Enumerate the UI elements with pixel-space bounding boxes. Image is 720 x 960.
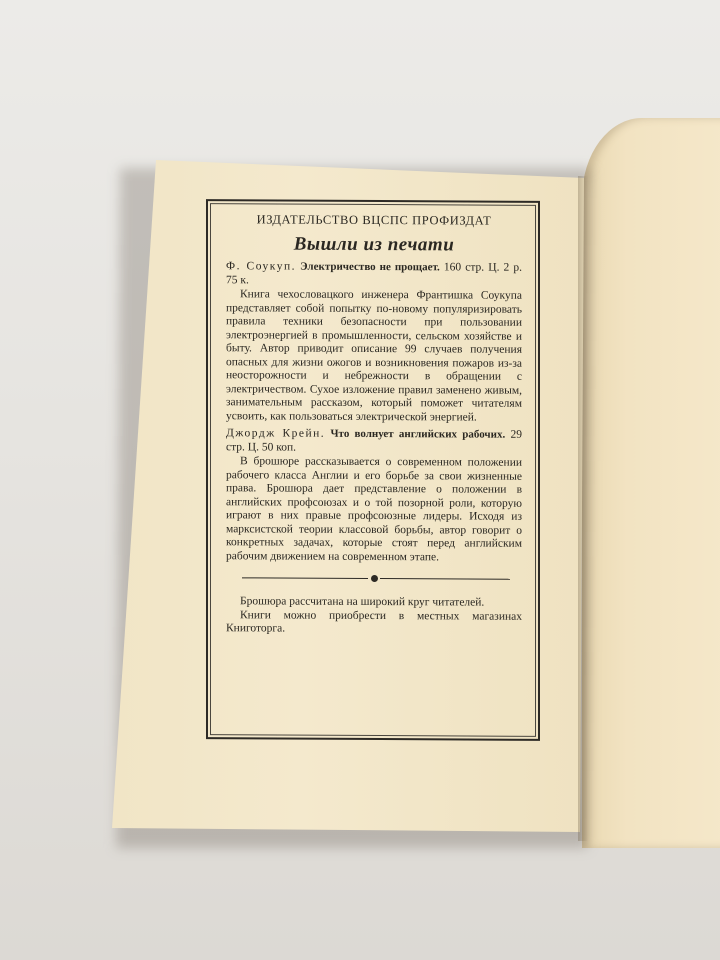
book-description: Книга чехословацкого инженера Франтишка Соукупа представляет собой попытку по-новому популяризировать правила техники безопасности при пользовании электроэнергией в промышленности, сельском хозяйстве и быту. Автор приводит описание 99 случаев получения опасных для жизни ожогов и возникновения пожаров из-за неосторожности и небрежности в обращении с электричеством. Сухое изложение правил заменено живым, занимательным рассказом, который поможет читателям усвоить, как пользоваться электрической энергией. (226, 288, 522, 424)
ornament-dot (371, 575, 378, 582)
book-details: 160 стр. Ц. 2 р. 75 к. (226, 261, 523, 286)
book-title: Что волнует английских рабочих. (330, 427, 506, 441)
book-description: В брошюре рассказывается о современном положении рабочего класса Англии и его борьбе за свои жизненные права. Брошюра дает представление о положении в английских профсоюзах и о той позорной роли, которую играют в них правые профсоюзные лидеры. Исходя из марксистской теории классовой борьбы, автор говорит о конкретных задачах, которые стоят перед английским рабочим движением на современном этапе. (226, 455, 522, 563)
advertisement-frame (206, 199, 540, 741)
booklet-gutter (578, 176, 588, 841)
audience-note: Брошюра рассчитана на широкий круг читателей. (240, 595, 485, 609)
publisher-name: ИЗДАТЕЛЬСТВО ВЦСПС ПРОФИЗДАТ (256, 212, 492, 228)
book-details: 29 стр. Ц. 50 коп. (226, 428, 523, 454)
book-title: Электричество не прощает. (300, 260, 440, 274)
book-author: Ф. Соукуп. (226, 260, 296, 273)
section-heading: Вышли из печати (293, 233, 455, 255)
book-entry-2 (226, 427, 522, 565)
purchase-note: Книги можно приобрести в местных магазинах Книготорга. (226, 608, 522, 635)
book-entry-1 (226, 260, 522, 425)
book-author: Джордж Крейн. (226, 427, 326, 440)
ornament-divider (226, 571, 522, 585)
facing-page (582, 118, 720, 848)
